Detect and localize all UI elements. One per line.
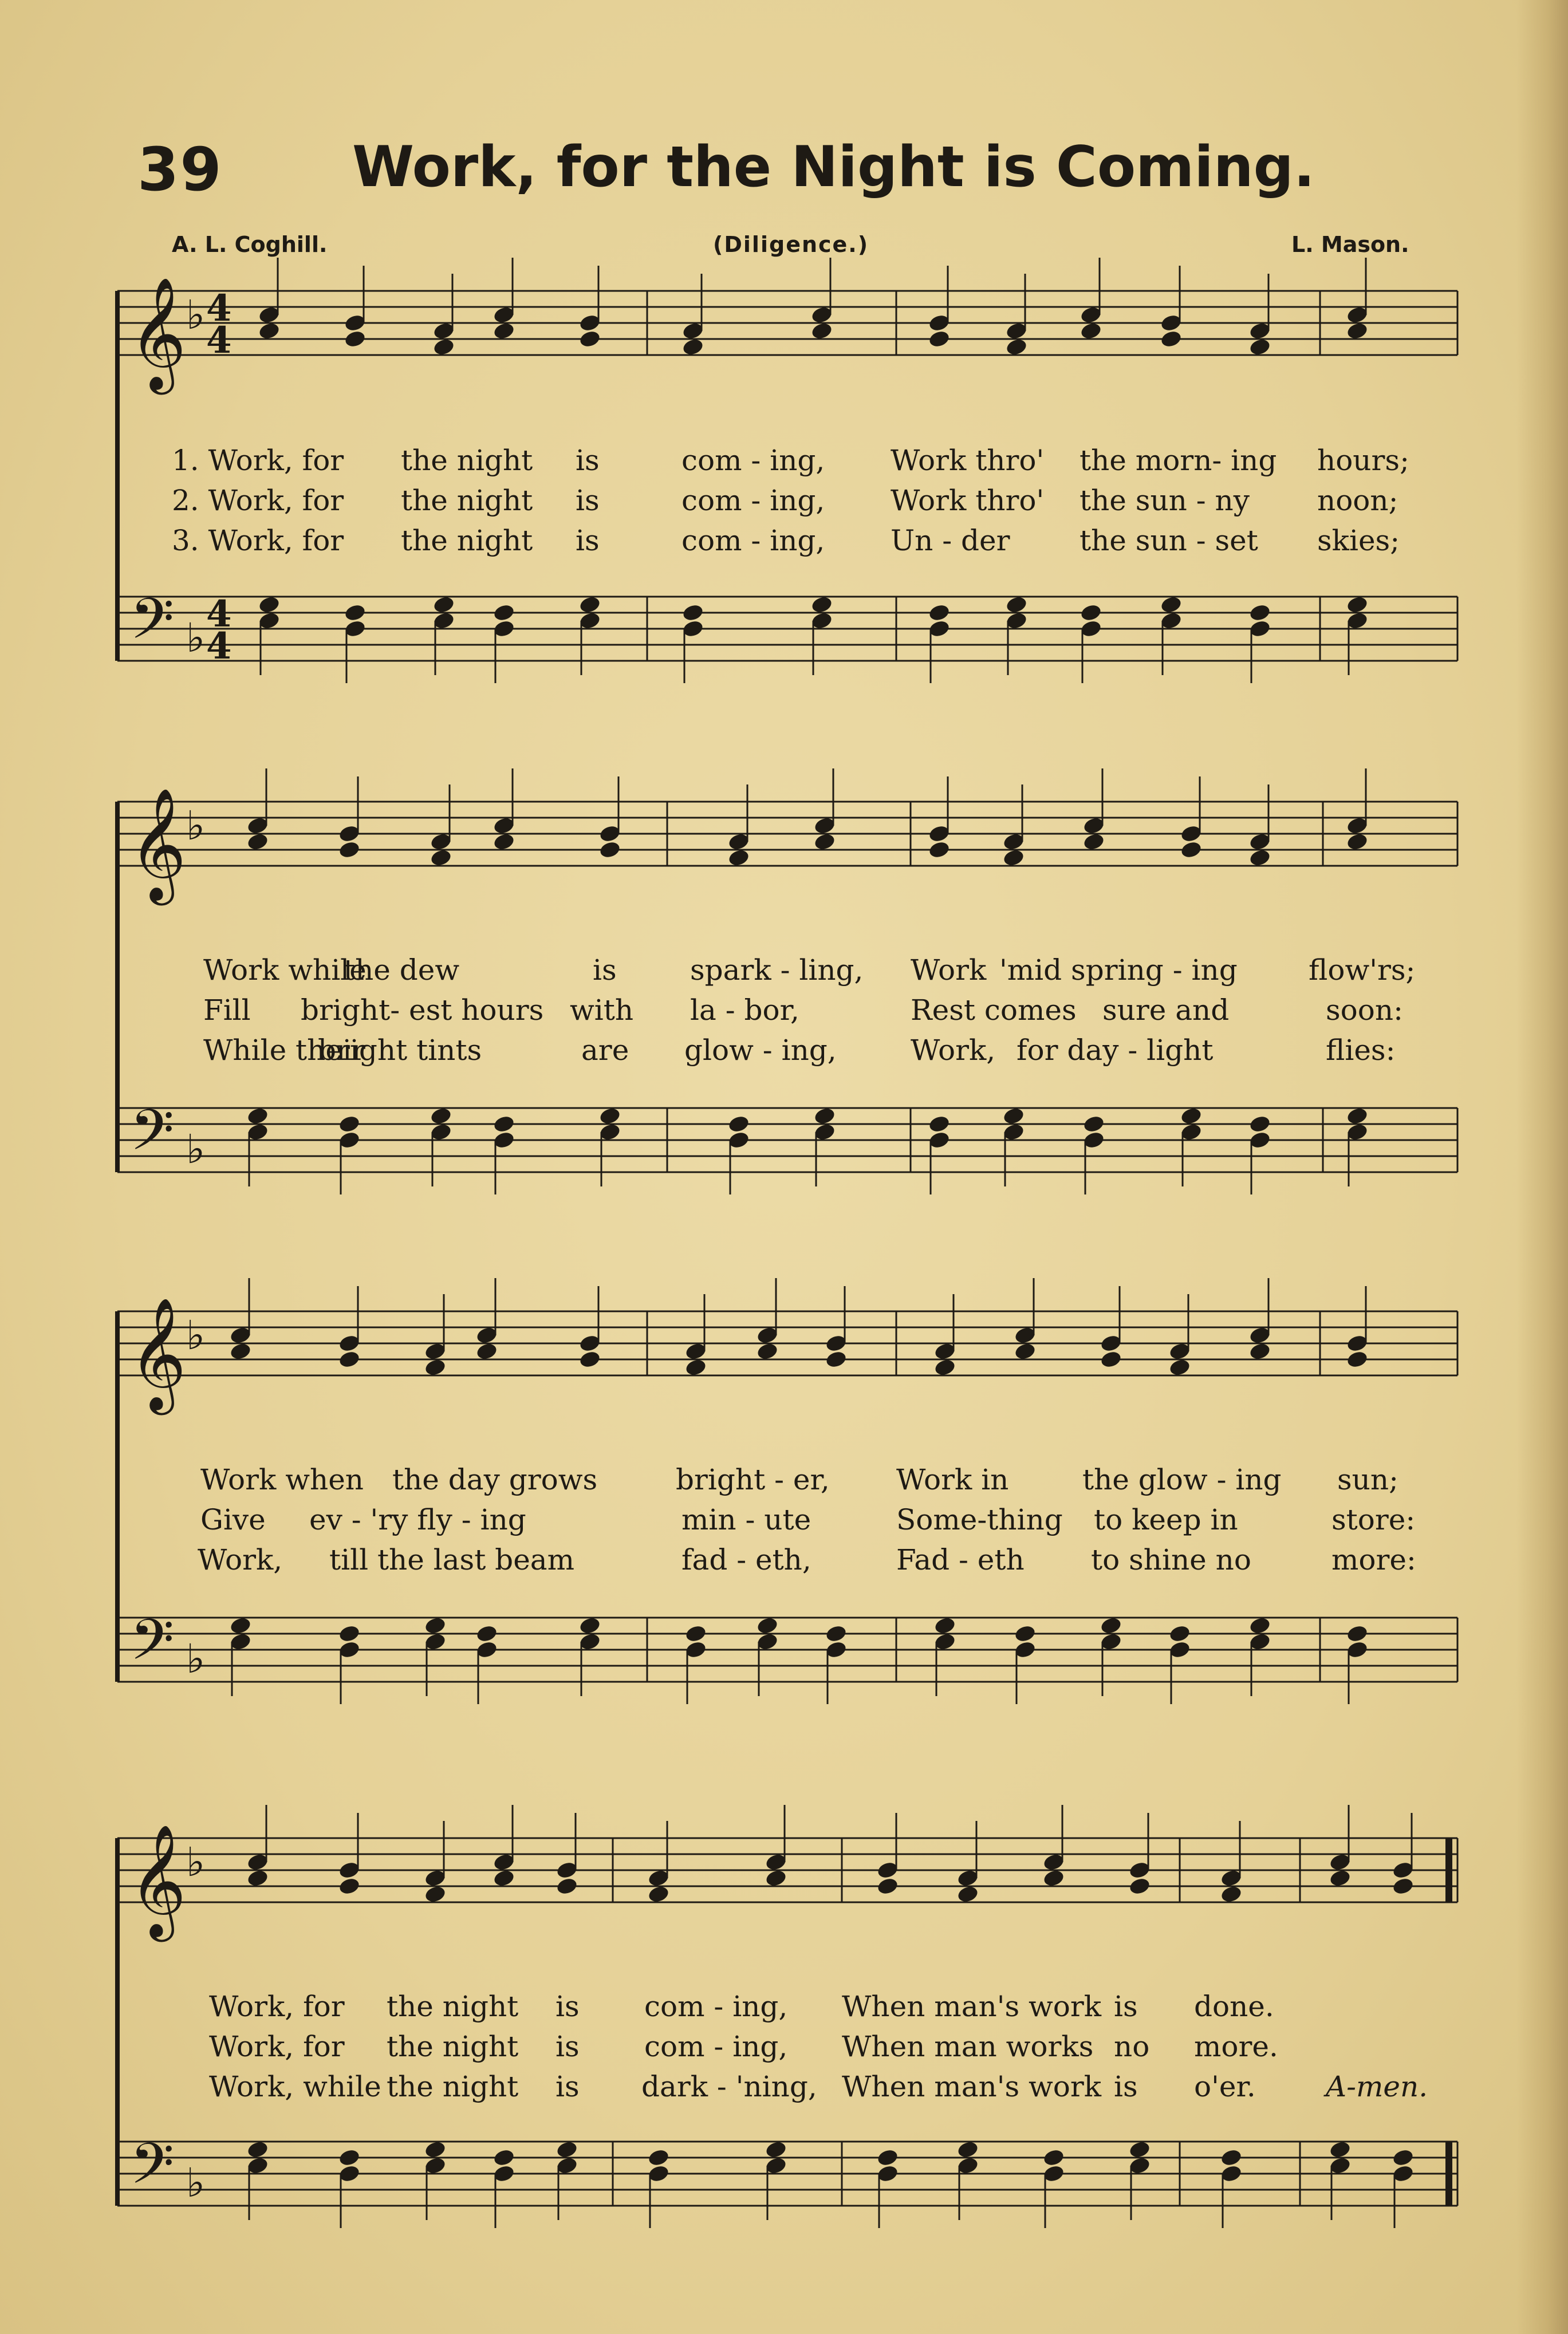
note-head (956, 2140, 979, 2159)
lyric-syllable: are (581, 1034, 629, 1067)
note-head (1346, 321, 1369, 341)
note-head (1248, 1342, 1271, 1361)
lyric-syllable: While their (203, 1034, 365, 1067)
lyric-syllable: 'mid spring - ing (999, 953, 1238, 987)
note-head (1128, 1876, 1151, 1896)
lyric-syllable: Work in (896, 1463, 1009, 1496)
note-head (338, 1876, 361, 1896)
lyric-syllable: Work (911, 953, 987, 987)
note-head (1160, 329, 1183, 349)
lyric-syllable: Work, for (209, 2030, 345, 2063)
note-head (556, 1876, 578, 1896)
treble-clef: 𝄞 (129, 1824, 187, 1937)
treble-clef: 𝄞 (129, 277, 187, 390)
amen-label: A-men. (1326, 2070, 1428, 2103)
lyric-syllable: done. (1194, 1990, 1274, 2023)
note-head (825, 1350, 848, 1369)
lyric-syllable: to shine no (1091, 1543, 1251, 1576)
note-head (1248, 603, 1271, 622)
lyric-syllable: skies; (1317, 524, 1400, 557)
lyric-syllable: the night (401, 524, 533, 557)
note-head (344, 329, 367, 349)
note-head (876, 1876, 899, 1896)
key-flat: ♭ (186, 1839, 206, 1886)
note-head (246, 1868, 269, 1888)
lyric-syllable: com - ing, (644, 1990, 788, 2023)
note-head (928, 1114, 951, 1134)
note-head (493, 1868, 515, 1888)
note-head (578, 595, 601, 614)
key-flat: ♭ (186, 802, 206, 849)
note-head (765, 1868, 787, 1888)
lyric-syllable: is (556, 2070, 580, 2103)
key-flat: ♭ (186, 1312, 206, 1359)
bass-clef: 𝄢 (130, 586, 175, 666)
note-head (246, 2140, 269, 2159)
lyric-syllable: Work, for (209, 1990, 345, 2023)
note-head (338, 1350, 361, 1369)
lyric-syllable: the night (401, 444, 533, 477)
key-flat: ♭ (186, 614, 206, 661)
note-head (258, 321, 281, 341)
note-head (432, 595, 455, 614)
note-head (684, 1624, 707, 1643)
note-head (430, 848, 452, 868)
note-head (1220, 1884, 1243, 1904)
note-head (246, 832, 269, 851)
lyric-syllable: Work, while (209, 2070, 381, 2103)
lyric-syllable: bright- est hours (301, 993, 544, 1027)
note-head (258, 595, 281, 614)
treble-clef: 𝄞 (129, 1297, 187, 1410)
note-head (727, 848, 750, 868)
lyric-syllable: spark - ling, (690, 953, 864, 987)
lyric-syllable: la - bor, (690, 993, 799, 1027)
lyric-syllable: the morn- ing (1080, 444, 1277, 477)
note-head (1220, 2148, 1243, 2167)
note-head (1329, 2140, 1352, 2159)
key-flat: ♭ (186, 1635, 206, 1682)
note-head (424, 1358, 447, 1377)
lyric-syllable: the night (387, 2030, 519, 2063)
note-head (1014, 1342, 1037, 1361)
note-head (727, 1114, 750, 1134)
lyric-syllable: Work while (203, 953, 367, 987)
note-head (1042, 2148, 1065, 2167)
note-head (1248, 848, 1271, 868)
note-head (1005, 595, 1028, 614)
lyric-syllable: is (1114, 1990, 1138, 2023)
lyric-syllable: Work thro' (891, 484, 1045, 517)
note-head (598, 1106, 621, 1126)
lyric-syllable: flies: (1326, 1034, 1396, 1067)
note-head (493, 2148, 515, 2167)
lyric-syllable: Fad - eth (896, 1543, 1025, 1576)
lyric-syllable: Un - der (891, 524, 1010, 557)
lyric-syllable: noon; (1317, 484, 1398, 517)
lyric-syllable: the sun - set (1080, 524, 1258, 557)
note-head (1346, 832, 1369, 851)
lyric-syllable: When man's work (842, 1990, 1102, 2023)
lyric-syllable: sun; (1337, 1463, 1398, 1496)
note-head (1160, 595, 1183, 614)
note-head (933, 1616, 956, 1635)
note-head (1002, 1106, 1025, 1126)
note-head (1329, 1868, 1352, 1888)
lyric-syllable: When man works (842, 2030, 1094, 2063)
note-head (928, 840, 951, 860)
note-head (1128, 2140, 1151, 2159)
note-head (1168, 1358, 1191, 1377)
note-head (424, 2140, 447, 2159)
note-head (1180, 840, 1203, 860)
note-head (647, 1884, 670, 1904)
lyric-syllable: min - ute (681, 1503, 811, 1536)
note-head (344, 603, 367, 622)
lyric-syllable: the dew (344, 953, 460, 987)
note-head (578, 1616, 601, 1635)
note-head (475, 1342, 498, 1361)
hymn-author: A. L. Coghill. (172, 232, 328, 257)
lyric-syllable: 1. Work, for (172, 444, 344, 477)
note-head (475, 1624, 498, 1643)
note-head (493, 832, 515, 851)
note-head (229, 1616, 252, 1635)
note-head (684, 1358, 707, 1377)
note-head (681, 603, 704, 622)
note-head (1392, 1876, 1415, 1896)
note-head (493, 603, 515, 622)
note-head (681, 337, 704, 357)
lyric-syllable: bright - er, (676, 1463, 830, 1496)
lyric-syllable: Work, (911, 1034, 996, 1067)
lyric-syllable: fad - eth, (681, 1543, 811, 1576)
note-head (1082, 1114, 1105, 1134)
lyric-syllable: com - ing, (681, 444, 825, 477)
note-head (928, 329, 951, 349)
lyric-syllable: Work, (198, 1543, 283, 1576)
note-head (1180, 1106, 1203, 1126)
lyric-syllable: is (576, 524, 600, 557)
key-flat: ♭ (186, 291, 206, 338)
lyric-syllable: 2. Work, for (172, 484, 344, 517)
note-head (1002, 848, 1025, 868)
hymn-composer: L. Mason. (1291, 232, 1409, 257)
lyric-syllable: with (570, 993, 634, 1027)
lyric-syllable: the night (387, 2070, 519, 2103)
note-head (493, 321, 515, 341)
lyric-syllable: sure and (1102, 993, 1230, 1027)
lyric-syllable: is (576, 484, 600, 517)
note-head (578, 329, 601, 349)
time-signature: 4 (206, 287, 232, 330)
note-head (1014, 1624, 1037, 1643)
lyric-syllable: ev - 'ry fly - ing (309, 1503, 526, 1536)
note-head (1248, 1616, 1271, 1635)
note-head (647, 2148, 670, 2167)
lyric-syllable: flow'rs; (1309, 953, 1416, 987)
bass-clef: 𝄢 (130, 1098, 175, 1177)
note-head (1080, 603, 1102, 622)
treble-clef: 𝄞 (129, 787, 187, 901)
note-head (756, 1342, 779, 1361)
time-signature: 4 (206, 593, 232, 636)
lyric-syllable: soon: (1326, 993, 1403, 1027)
lyric-syllable: Work thro' (891, 444, 1045, 477)
lyric-syllable: the day grows (392, 1463, 598, 1496)
note-head (765, 2140, 787, 2159)
bass-clef: 𝄢 (130, 1607, 175, 1687)
note-head (1346, 1624, 1369, 1643)
hymn-title: Work, for the Night is Coming. (352, 135, 1315, 200)
time-signature: 4 (206, 625, 232, 668)
note-head (338, 1624, 361, 1643)
note-head (756, 1616, 779, 1635)
lyric-syllable: the night (387, 1990, 519, 2023)
note-head (813, 1106, 836, 1126)
note-head (813, 832, 836, 851)
note-head (810, 595, 833, 614)
bass-clef: 𝄢 (130, 2131, 175, 2211)
note-head (229, 1342, 252, 1361)
note-head (246, 1106, 269, 1126)
lyric-syllable: When man's work (842, 2070, 1102, 2103)
lyric-syllable: till the last beam (329, 1543, 575, 1576)
note-head (1346, 1106, 1369, 1126)
note-head (338, 840, 361, 860)
lyric-syllable: bright tints (318, 1034, 482, 1067)
lyric-syllable: the night (401, 484, 533, 517)
note-head (430, 1106, 452, 1126)
lyric-syllable: the sun - ny (1080, 484, 1250, 517)
lyric-syllable: o'er. (1194, 2070, 1256, 2103)
note-head (1042, 1868, 1065, 1888)
time-signature: 4 (206, 319, 232, 362)
lyric-syllable: 3. Work, for (172, 524, 344, 557)
note-head (928, 603, 951, 622)
note-head (598, 840, 621, 860)
note-head (432, 337, 455, 357)
note-head (1168, 1624, 1191, 1643)
lyric-syllable: the glow - ing (1082, 1463, 1282, 1496)
key-flat: ♭ (186, 2159, 206, 2206)
note-head (556, 2140, 578, 2159)
lyric-syllable: dark - 'ning, (641, 2070, 817, 2103)
note-head (338, 1114, 361, 1134)
note-head (876, 2148, 899, 2167)
note-head (1248, 337, 1271, 357)
note-head (810, 321, 833, 341)
lyric-syllable: Work when (200, 1463, 364, 1496)
hymn-number: 39 (137, 135, 223, 204)
note-head (825, 1624, 848, 1643)
lyric-syllable: glow - ing, (684, 1034, 837, 1067)
lyric-syllable: more. (1194, 2030, 1278, 2063)
tune-name: (Diligence.) (713, 232, 869, 257)
note-head (956, 1884, 979, 1904)
note-head (493, 1114, 515, 1134)
lyric-syllable: no (1114, 2030, 1150, 2063)
lyric-syllable: Rest comes (911, 993, 1077, 1027)
lyric-syllable: is (576, 444, 600, 477)
note-head (1346, 595, 1369, 614)
note-head (933, 1358, 956, 1377)
note-head (1248, 1114, 1271, 1134)
note-head (424, 1884, 447, 1904)
lyric-syllable: com - ing, (681, 524, 825, 557)
note-head (1100, 1350, 1122, 1369)
lyric-syllable: is (1114, 2070, 1138, 2103)
lyric-syllable: store: (1331, 1503, 1416, 1536)
lyric-syllable: is (556, 2030, 580, 2063)
key-flat: ♭ (186, 1126, 206, 1173)
note-head (1005, 337, 1028, 357)
lyric-syllable: Give (200, 1503, 266, 1536)
note-head (1392, 2148, 1415, 2167)
lyric-syllable: hours; (1317, 444, 1409, 477)
lyric-syllable: Some-thing (896, 1503, 1063, 1536)
lyric-syllable: more: (1331, 1543, 1416, 1576)
note-head (424, 1616, 447, 1635)
lyric-syllable: is (593, 953, 617, 987)
note-head (578, 1350, 601, 1369)
lyric-syllable: is (556, 1990, 580, 2023)
lyric-syllable: Fill (203, 993, 251, 1027)
note-head (1080, 321, 1102, 341)
lyric-syllable: com - ing, (681, 484, 825, 517)
note-head (1346, 1350, 1369, 1369)
note-head (1082, 832, 1105, 851)
lyric-syllable: for day - light (1017, 1034, 1214, 1067)
lyric-syllable: to keep in (1094, 1503, 1238, 1536)
note-head (1100, 1616, 1122, 1635)
lyric-syllable: com - ing, (644, 2030, 788, 2063)
note-head (338, 2148, 361, 2167)
